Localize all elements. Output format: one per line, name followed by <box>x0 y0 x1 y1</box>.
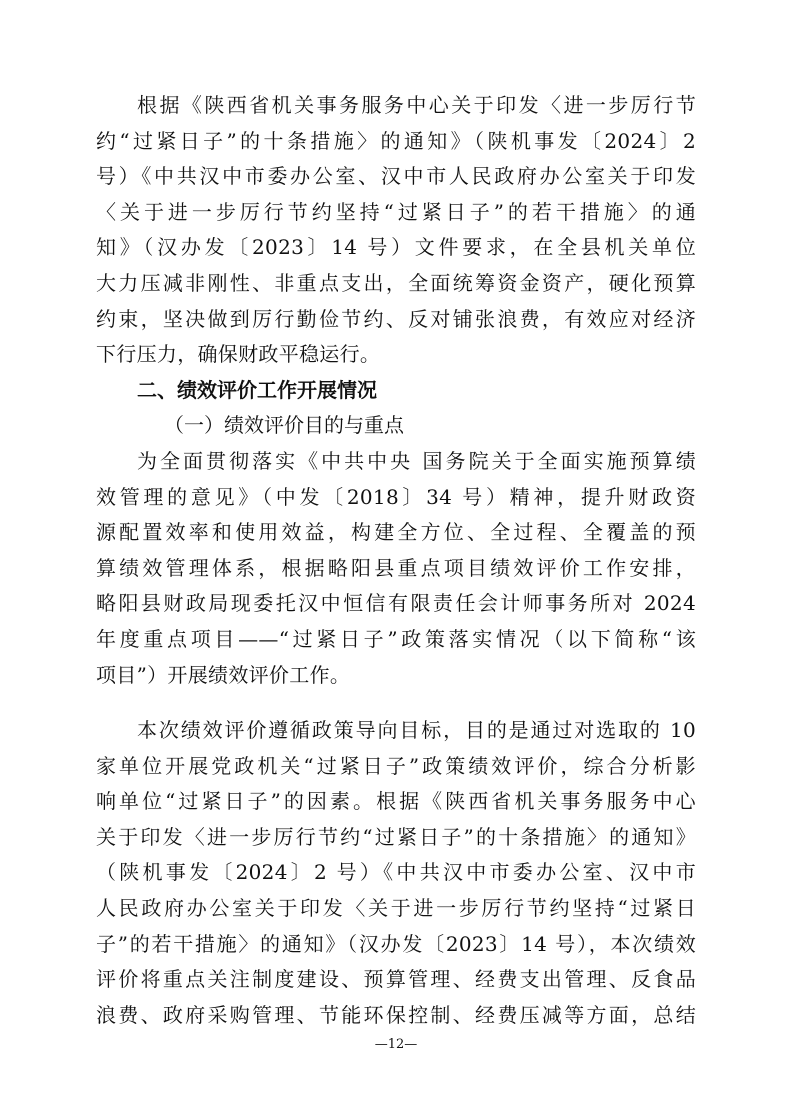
paragraph-line: 算绩效管理体系，根据略阳县重点项目绩效评价工作安排， <box>96 555 696 580</box>
paragraph-policy-basis <box>96 88 696 373</box>
paragraph-line: 约“过紧日子”的十条措施〉的通知》（陕机事发〔2024〕2 <box>96 128 696 153</box>
paragraph-line: 知》（汉办发〔2023〕14 号）文件要求，在全县机关单位 <box>96 235 696 260</box>
paragraph-line: 年度重点项目——“过紧日子”政策落实情况（以下简称“该 <box>96 626 696 651</box>
paragraph-line: 评价将重点关注制度建设、预算管理、经费支出管理、反食品 <box>96 967 696 992</box>
page-number: —12— <box>374 1037 418 1052</box>
paragraph-line: 号）《中共汉中市委办公室、汉中市人民政府办公室关于印发 <box>96 164 696 189</box>
paragraph-spacer <box>96 693 696 713</box>
section-heading: 二、绩效评价工作开展情况 <box>137 377 377 402</box>
paragraph-line: 略阳县财政局现委托汉中恒信有限责任会计师事务所对 2024 <box>96 591 696 616</box>
subsection-heading: （一）绩效评价目的与重点 <box>164 413 404 438</box>
paragraph-line: 响单位“过紧日子”的因素。根据《陕西省机关事务服务中心 <box>96 789 696 814</box>
paragraph-line: （陕机事发〔2024〕2 号）《中共汉中市委办公室、汉中市 <box>96 860 696 885</box>
paragraph-line: 下行压力，确保财政平稳运行。 <box>96 342 381 367</box>
paragraph-line: 效管理的意见》（中发〔2018〕34 号）精神，提升财政资 <box>96 484 696 509</box>
paragraph-line: 大力压减非刚性、非重点支出，全面统筹资金资产，硬化预算 <box>96 270 696 295</box>
paragraph-line: 约束，坚决做到厉行勤俭节约、反对铺张浪费，有效应对经济 <box>96 306 696 331</box>
paragraph-line: 〈关于进一步厉行节约坚持“过紧日子”的若干措施〉的通 <box>96 199 696 224</box>
paragraph-line: 关于印发〈进一步厉行节约“过紧日子”的十条措施〉的通知》 <box>96 824 696 849</box>
paragraph-line: 根据《陕西省机关事务服务中心关于印发〈进一步厉行节 <box>137 93 696 117</box>
paragraph-line: 浪费、政府采购管理、节能环保控制、经费压减等方面，总结 <box>96 1002 696 1027</box>
paragraph-line: 本次绩效评价遵循政策导向目标，目的是通过对选取的 10 <box>137 718 696 743</box>
document-body <box>96 88 696 1033</box>
paragraph-line: 子”的若干措施〉的通知》（汉办发〔2023〕14 号），本次绩效 <box>96 931 696 956</box>
paragraph-line: 家单位开展党政机关“过紧日子”政策绩效评价，综合分析影 <box>96 753 696 778</box>
paragraph-line: 项目”）开展绩效评价工作。 <box>96 662 351 687</box>
paragraph-line: 为全面贯彻落实《中共中央 国务院关于全面实施预算绩 <box>137 448 696 473</box>
paragraph-line: 人民政府办公室关于印发〈关于进一步厉行节约坚持“过紧日 <box>96 896 696 921</box>
paragraph-line: 源配置效率和使用效益，构建全方位、全过程、全覆盖的预 <box>96 520 696 545</box>
paragraph-evaluation-purpose <box>96 444 696 693</box>
paragraph-evaluation-scope <box>96 713 696 1033</box>
